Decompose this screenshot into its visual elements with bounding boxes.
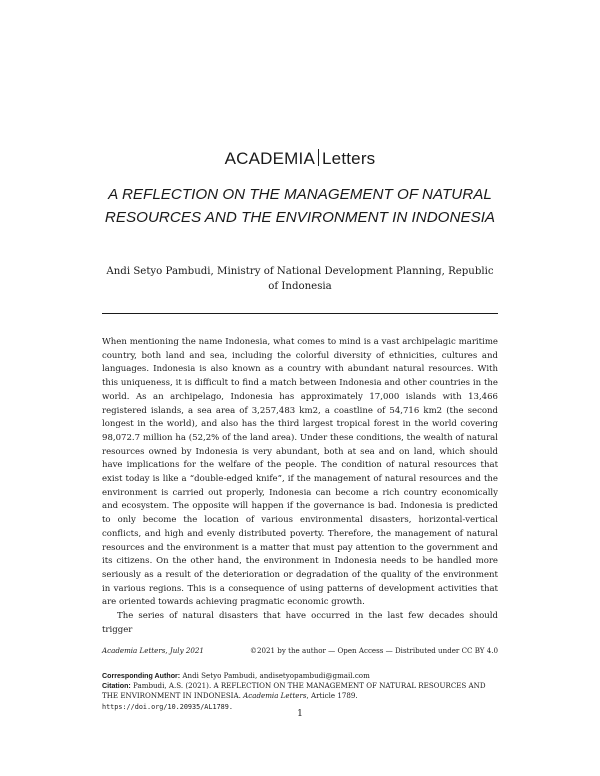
citation <box>102 681 498 701</box>
article-title: A REFLECTION ON THE MANAGEMENT OF NATURAL RESOURCES AND THE ENVIRONMENT IN INDONESIA <box>104 186 496 226</box>
brand-main: ACADEMIA <box>224 149 316 168</box>
brand-divider <box>318 149 319 166</box>
body-paragraph: When mentioning the name Indonesia, what comes to mind is a vast archipelagic maritime country, both land and sea, including the colorful diversity of ethnicities, cultures and languages. Indonesia is also known as a country with abundant natural resources. With this uniqueness, it is difficult to find a match between Indonesia and other countries in the world. As an archipelago, Indonesia has approximately 17,000 islands with 13,466 registered islands, a sea area of 3,257,483 km2, a coastline of 54,716 km2 (the second longest in the world), and also has the third largest tropical forest in the world covering 98,072.7 million ha (52,2% of the land area). Under these conditions, the wealth of natural resources owned by Indonesia is very abundant, both at sea and on land, which should have implications for the welfare of the people. The condition of natural resources that exist today is like a “double-edged knife”, if the management of natural resources and the environment is carried out properly, Indonesia can become a rich country economically and ecosystem. The opposite will happen if the governance is bad. Indonesia is predicted to only become the location of various environmental disasters, horizontal-vertical conflicts, and high and evenly distributed poverty. Therefore, the management of natural resources and the environment is a matter that must pay attention to the government and its citizens. On the other hand, the environment in Indonesia needs to be handled more seriously as a result of the deterioration or degradation of the quality of the environment in various regions. This is a consequence of using patterns of development activities that are oriented towards achieving pragmatic economic growth. <box>102 337 498 608</box>
doi-link[interactable]: https://doi.org/10.20935/AL1789. <box>102 702 233 711</box>
corresponding-author <box>102 671 498 681</box>
academia-letters-logo <box>0 149 600 169</box>
footer-citation-block <box>102 671 498 712</box>
article-body <box>102 336 498 637</box>
footer-meta <box>102 646 498 656</box>
citation-text: Pambudi, A.S. (2021). A REFLECTION ON THE MANAGEMENT OF NATURAL RESOURCES AND THE ENVIRONMENT IN INDONESIA. <box>102 681 486 701</box>
citation-article: , Article 1789. <box>306 691 358 701</box>
citation-journal: Academia Letters <box>243 691 307 701</box>
journal-date: Academia Letters, July 2021 <box>102 646 204 655</box>
body-paragraph: The series of natural disasters that have occurred in the last few decades should trigger <box>102 611 498 635</box>
corresponding-value: Andi Setyo Pambudi, andisetyopambudi@gmail.com <box>182 671 370 680</box>
citation-label: Citation: <box>102 682 131 691</box>
title-divider <box>102 313 498 314</box>
brand-sub: Letters <box>322 149 376 168</box>
license-text: ©2021 by the author — Open Access — Distributed under CC BY 4.0 <box>249 646 498 655</box>
corresponding-label: Corresponding Author: <box>102 672 181 680</box>
page-number: 1 <box>297 709 303 719</box>
author-line: Andi Setyo Pambudi, Ministry of National Development Planning, Republic of Indonesia <box>106 266 494 292</box>
